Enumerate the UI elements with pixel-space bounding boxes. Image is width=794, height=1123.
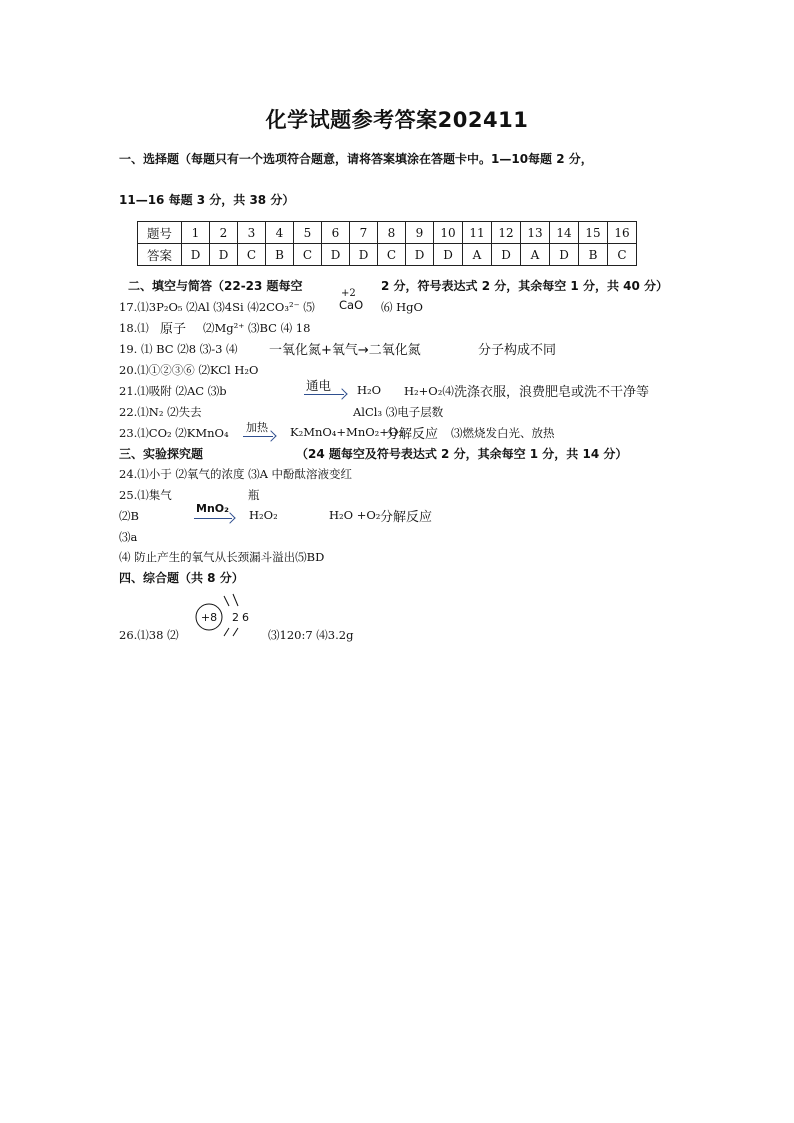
table-cell: C xyxy=(378,244,406,266)
table-cell: D xyxy=(350,244,378,266)
table-cell: 5 xyxy=(294,222,322,244)
section3-heading-b: （24 题每空及符号表达式 2 分，其余每空 1 分，共 14 分） xyxy=(296,447,628,461)
table-cell: 14 xyxy=(550,222,579,244)
reaction-arrow-icon xyxy=(194,518,232,519)
table-cell: 6 xyxy=(322,222,350,244)
table-cell: 16 xyxy=(608,222,637,244)
row-label: 题号 xyxy=(138,222,182,244)
answer-22-b: AlCl₃ ⑶电子层数 xyxy=(353,405,444,419)
answer-23-c: 分解反应 xyxy=(386,427,439,442)
answer-23-d: ⑶燃烧发白光、放热 xyxy=(451,426,555,440)
table-cell: 10 xyxy=(434,222,463,244)
answer-25-g: ⑶a xyxy=(119,530,138,544)
table-cell: D xyxy=(182,244,210,266)
atom-structure-diagram xyxy=(190,590,260,640)
answer-17: 17.⑴3P₂O₅ ⑵Al ⑶4Si ⑷2CO₃²⁻ ⑸ xyxy=(119,300,315,314)
table-cell: 1 xyxy=(182,222,210,244)
answer-25-condition: MnO₂ xyxy=(196,502,229,515)
answer-25-b: 瓶 xyxy=(248,488,260,502)
shell-arc-top xyxy=(224,594,238,606)
table-cell: 7 xyxy=(350,222,378,244)
table-cell: B xyxy=(266,244,294,266)
table-cell: D xyxy=(406,244,434,266)
answer-21-a: 21.⑴吸附 ⑵AC ⑶b xyxy=(119,384,227,398)
table-cell: D xyxy=(322,244,350,266)
answer-18-b: 原子 xyxy=(160,322,187,337)
reaction-arrow-icon xyxy=(243,436,273,437)
answer-20: 20.⑴①②③⑥ ⑵KCl H₂O xyxy=(119,363,259,377)
table-cell: D xyxy=(550,244,579,266)
answer-21-b: H₂O xyxy=(357,383,382,397)
answer-25-h: ⑷ 防止产生的氧气从长颈漏斗溢出⑸BD xyxy=(119,550,325,564)
answer-26-b: ⑶120:7 ⑷3.2g xyxy=(268,628,354,642)
table-row-numbers xyxy=(138,222,637,244)
section3-heading-a: 三、实验探究题 xyxy=(119,447,204,461)
answer-18-a: 18.⑴ xyxy=(119,321,149,335)
answer-22-a: 22.⑴N₂ ⑵失去 xyxy=(119,405,202,419)
table-cell: D xyxy=(492,244,521,266)
table-cell: D xyxy=(210,244,238,266)
answer-25-d: H₂O₂ xyxy=(249,508,278,522)
section1-heading-cont: 11—16 每题 3 分，共 38 分） xyxy=(119,193,295,207)
table-cell: 15 xyxy=(579,222,608,244)
answer-25-f: 分解反应 xyxy=(380,510,433,525)
answer-26-a: 26.⑴38 ⑵ xyxy=(119,628,179,642)
answer-25-e: H₂O +O₂ xyxy=(329,508,381,522)
table-cell: 4 xyxy=(266,222,294,244)
answer-19-b: 一氧化氮+氧气→二氧化氮 xyxy=(269,343,421,358)
answer-25-a: 25.⑴集气 xyxy=(119,488,172,502)
answer-24: 24.⑴小于 ⑵氧气的浓度 ⑶A 中酚酞溶液变红 xyxy=(119,467,353,481)
nucleus-charge: +8 xyxy=(200,611,218,624)
answer-23-b: K₂MnO₄+MnO₂+O₂ xyxy=(290,425,403,439)
answer-21-d: 洗涤衣服，浪费肥皂或洗不干净等 xyxy=(454,385,650,400)
shell-arc-bottom xyxy=(224,628,238,636)
section4-heading: 四、综合题（共 8 分） xyxy=(119,571,244,585)
table-cell: 12 xyxy=(492,222,521,244)
answer-table xyxy=(137,221,637,266)
answer-17-b: ⑹ HgO xyxy=(381,300,423,314)
section2-heading-b: 2 分，符号表达式 2 分，其余每空 1 分，共 40 分） xyxy=(381,279,668,293)
table-cell: A xyxy=(521,244,550,266)
answer-19-a: 19. ⑴ BC ⑵8 ⑶-3 ⑷ xyxy=(119,342,238,356)
answer-21-c: H₂+O₂⑷ xyxy=(404,384,454,398)
table-cell: 3 xyxy=(238,222,266,244)
answer-23-condition: 加热 xyxy=(246,421,268,434)
answer-23-a: 23.⑴CO₂ ⑵KMnO₄ xyxy=(119,426,229,440)
answer-17-charge: +2 xyxy=(341,288,356,299)
table-cell: C xyxy=(294,244,322,266)
table-cell: 11 xyxy=(463,222,492,244)
table-cell: C xyxy=(238,244,266,266)
page-title: 化学试题参考答案202411 xyxy=(265,108,529,132)
answer-17-cao: CaO xyxy=(339,298,364,312)
section2-heading-a: 二、填空与简答（22-23 题每空 xyxy=(128,279,303,293)
answer-21-condition: 通电 xyxy=(306,378,332,393)
table-cell: 9 xyxy=(406,222,434,244)
table-cell: 13 xyxy=(521,222,550,244)
answer-25-c: ⑵B xyxy=(119,509,139,523)
row-label: 答案 xyxy=(138,244,182,266)
table-cell: 8 xyxy=(378,222,406,244)
table-cell: C xyxy=(608,244,637,266)
table-cell: D xyxy=(434,244,463,266)
electron-shell-counts: 26 xyxy=(232,611,252,624)
answer-18-c: ⑵Mg²⁺ ⑶BC ⑷ 18 xyxy=(203,321,311,335)
table-cell: B xyxy=(579,244,608,266)
table-cell: A xyxy=(463,244,492,266)
section1-heading: 一、选择题（每题只有一个选项符合题意，请将答案填涂在答题卡中。1—10每题 2 分， xyxy=(119,152,593,166)
reaction-arrow-icon xyxy=(304,394,344,395)
table-row-answers xyxy=(138,244,637,266)
answer-19-c: 分子构成不同 xyxy=(478,343,557,358)
table-cell: 2 xyxy=(210,222,238,244)
